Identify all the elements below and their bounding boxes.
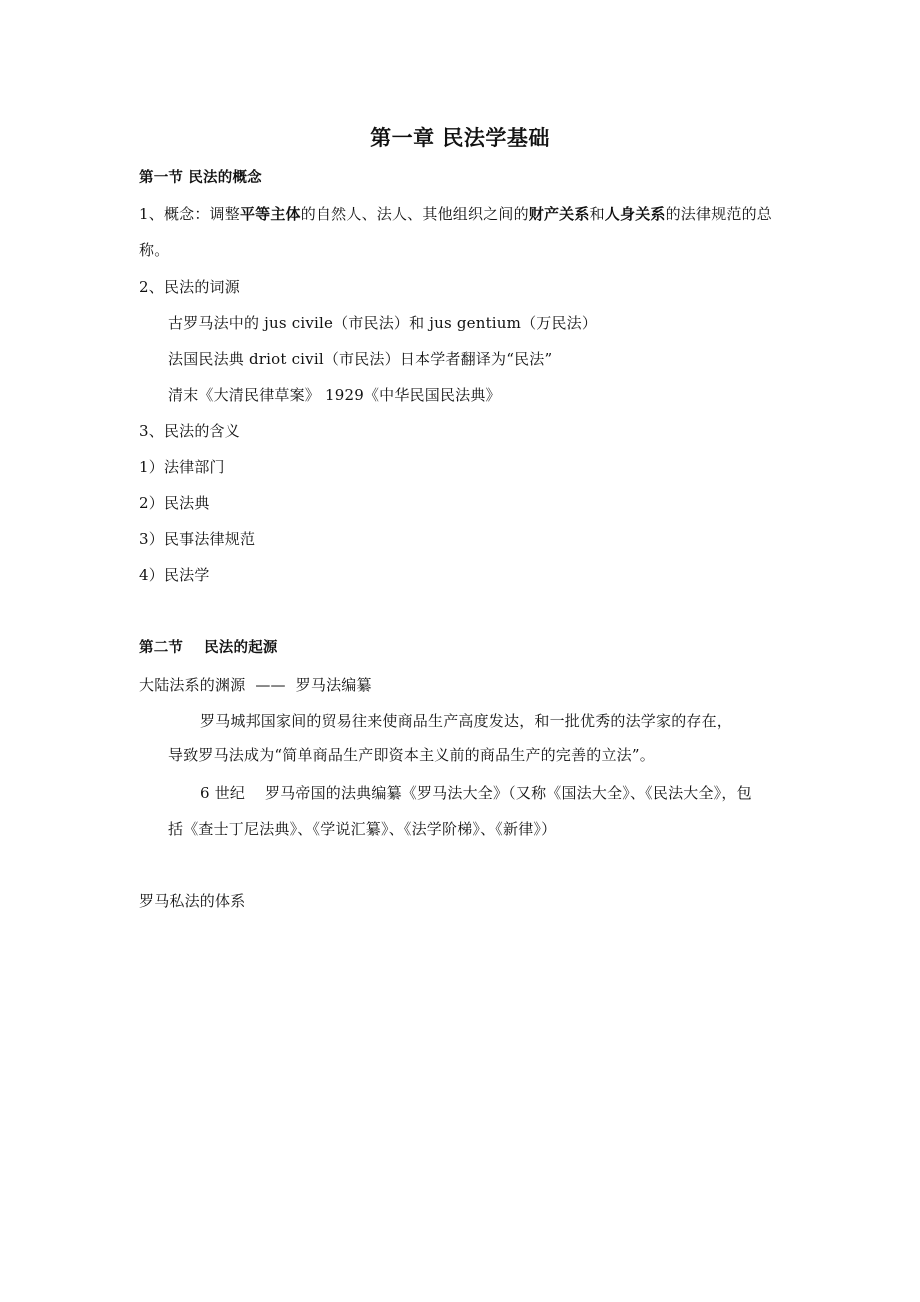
concept-mid2: 和 xyxy=(589,205,605,223)
chapter-title: 第一章 民法学基础 xyxy=(370,125,550,150)
concept-mid1: 的自然人、法人、其他组织之间的 xyxy=(300,205,529,223)
meaning-sub-item: 3）民事法律规范 xyxy=(139,530,256,548)
etymology-label: 2、民法的词源 xyxy=(139,278,240,296)
meaning-label: 3、民法的含义 xyxy=(139,422,240,440)
concept-bold-personal: 人身关系 xyxy=(604,205,666,223)
codification-paragraph-line: 6 世纪 罗马帝国的法典编纂《罗马法大全》（又称《国法大全》、《民法大全》，包 xyxy=(200,784,752,802)
roman-private-law-heading: 罗马私法的体系 xyxy=(139,892,246,910)
concept-bold-property: 财产关系 xyxy=(528,205,590,223)
origin-paragraph-line: 罗马城邦国家间的贸易往来使商品生产高度发达，和一批优秀的法学家的存在， xyxy=(200,712,733,730)
codification-paragraph-line: 括《查士丁尼法典》、《学说汇纂》、《法学阶梯》、《新律》） xyxy=(168,820,557,838)
meaning-sub-item: 2）民法典 xyxy=(139,494,210,512)
etymology-line: 法国民法典 driot civil（市民法）日本学者翻译为“民法” xyxy=(168,350,553,368)
etymology-line: 古罗马法中的 jus civile（市民法）和 jus gentium（万民法） xyxy=(168,314,598,332)
origin-paragraph-line: 导致罗马法成为“简单商品生产即资本主义前的商品生产的完善的立法”。 xyxy=(168,746,655,764)
etymology-line: 清末《大清民律草案》 1929《中华民国民法典》 xyxy=(168,386,501,404)
concept-prefix: 1、概念：调整 xyxy=(139,205,240,223)
section1-heading: 第一节 民法的概念 xyxy=(139,169,262,186)
concept-paragraph xyxy=(139,196,789,268)
section2-heading: 第二节 民法的起源 xyxy=(139,639,278,656)
meaning-sub-item: 4）民法学 xyxy=(139,566,210,584)
concept-suffix: 的法律规范的总称。 xyxy=(139,205,773,259)
section2-subtitle: 大陆法系的渊源 —— 罗马法编纂 xyxy=(139,676,372,694)
concept-bold-equal-subjects: 平等主体 xyxy=(239,205,301,223)
meaning-sub-item: 1）法律部门 xyxy=(139,458,225,476)
